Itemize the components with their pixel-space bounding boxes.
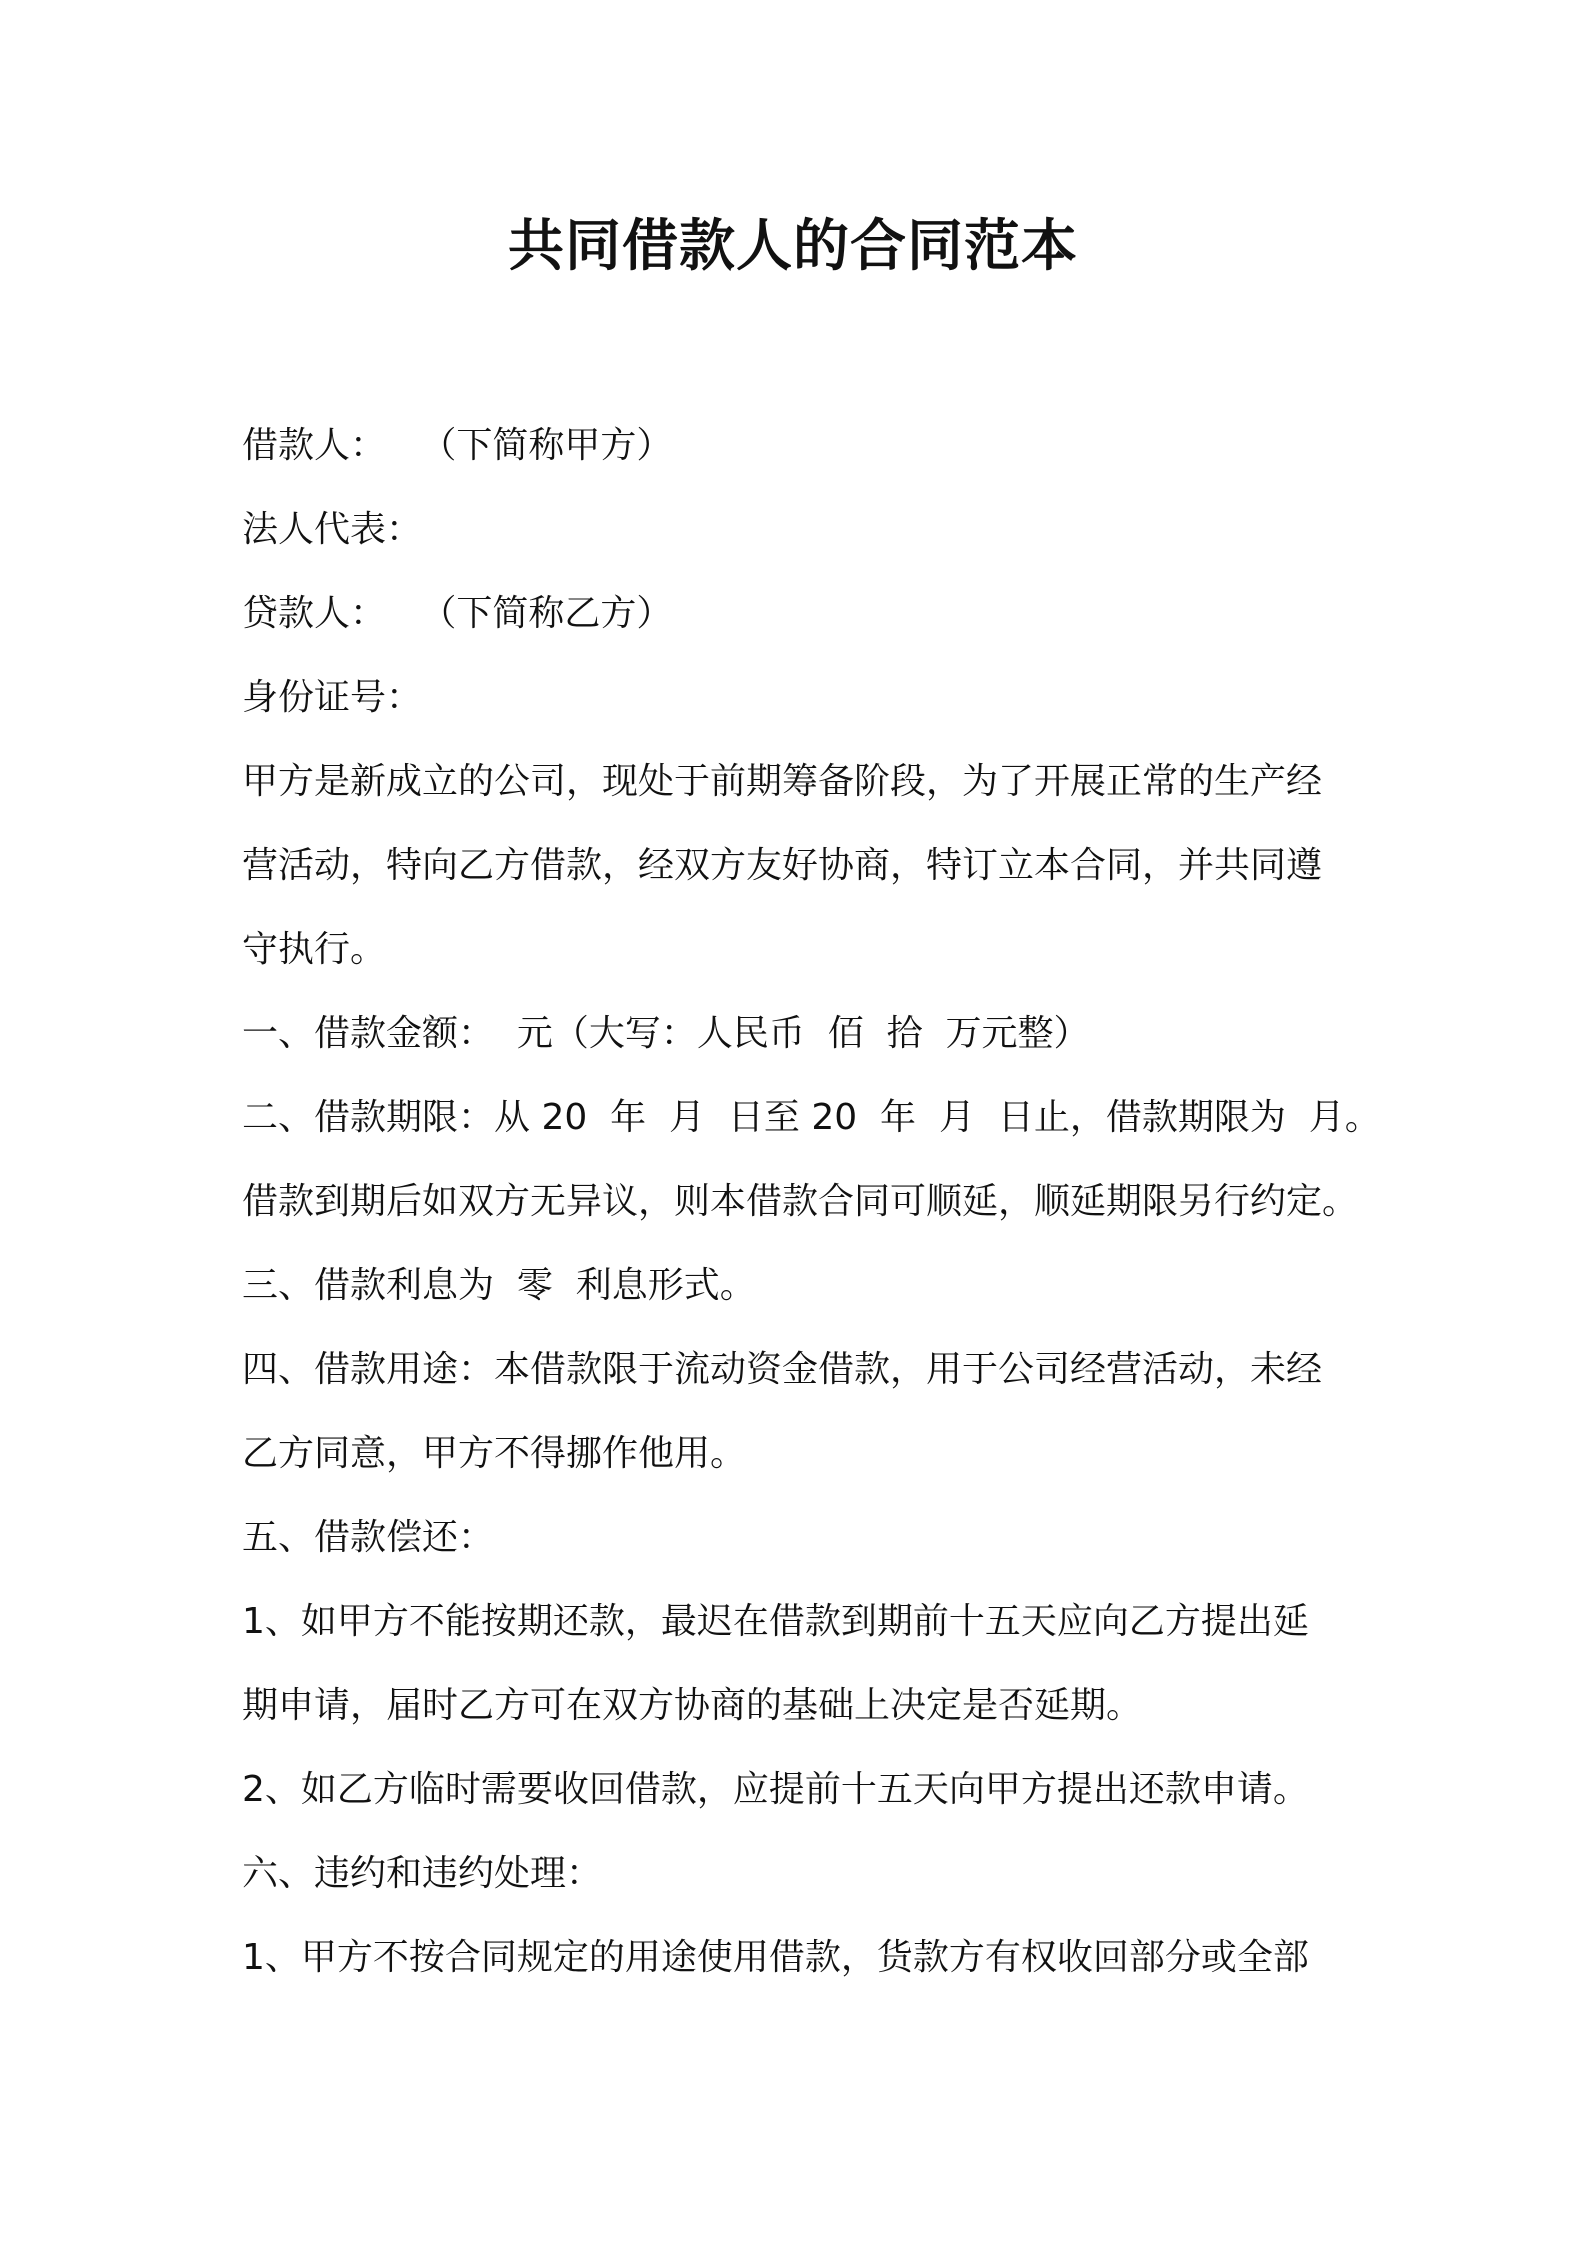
lender-line: 贷款人： （下简称乙方） xyxy=(242,593,673,634)
paragraph-line: 期申请，届时乙方可在双方协商的基础上决定是否延期。 xyxy=(242,1685,1143,1726)
clause-loan-amount: 一、借款金额： 元（大写：人民币 佰 拾 万元整） xyxy=(242,1013,1090,1054)
paragraph-line: 借款到期后如双方无异议，则本借款合同可顺延，顺延期限另行约定。 xyxy=(242,1181,1359,1222)
paragraph-line: 甲方是新成立的公司，现处于前期筹备阶段，为了开展正常的生产经 xyxy=(242,761,1323,802)
document-body xyxy=(242,404,1381,2000)
legal-representative-line: 法人代表： xyxy=(242,509,423,550)
clause-loan-term: 二、借款期限：从 20 年 月 日至 20 年 月 日止，借款期限为 月。 xyxy=(242,1097,1381,1138)
id-number-line: 身份证号： xyxy=(242,677,423,718)
clause-breach: 六、违约和违约处理： xyxy=(242,1853,603,1894)
paragraph-line: 营活动，特向乙方借款，经双方友好协商，特订立本合同，并共同遵 xyxy=(242,845,1323,886)
clause-repayment: 五、借款偿还： xyxy=(242,1517,495,1558)
sub-clause-line: 1、如甲方不能按期还款，最迟在借款到期前十五天应向乙方提出延 xyxy=(242,1601,1309,1642)
paragraph-line: 乙方同意，甲方不得挪作他用。 xyxy=(242,1433,747,1474)
sub-clause-line: 2、如乙方临时需要收回借款，应提前十五天向甲方提出还款申请。 xyxy=(242,1769,1309,1810)
borrower-line: 借款人： （下简称甲方） xyxy=(242,425,673,466)
paragraph-line: 守执行。 xyxy=(242,929,387,970)
document-title: 共同借款人的合同范本 xyxy=(508,214,1078,279)
clause-loan-interest: 三、借款利息为 零 利息形式。 xyxy=(242,1265,756,1306)
clause-loan-purpose: 四、借款用途：本借款限于流动资金借款，用于公司经营活动，未经 xyxy=(242,1349,1323,1390)
sub-clause-line: 1、甲方不按合同规定的用途使用借款，货款方有权收回部分或全部 xyxy=(242,1937,1309,1978)
